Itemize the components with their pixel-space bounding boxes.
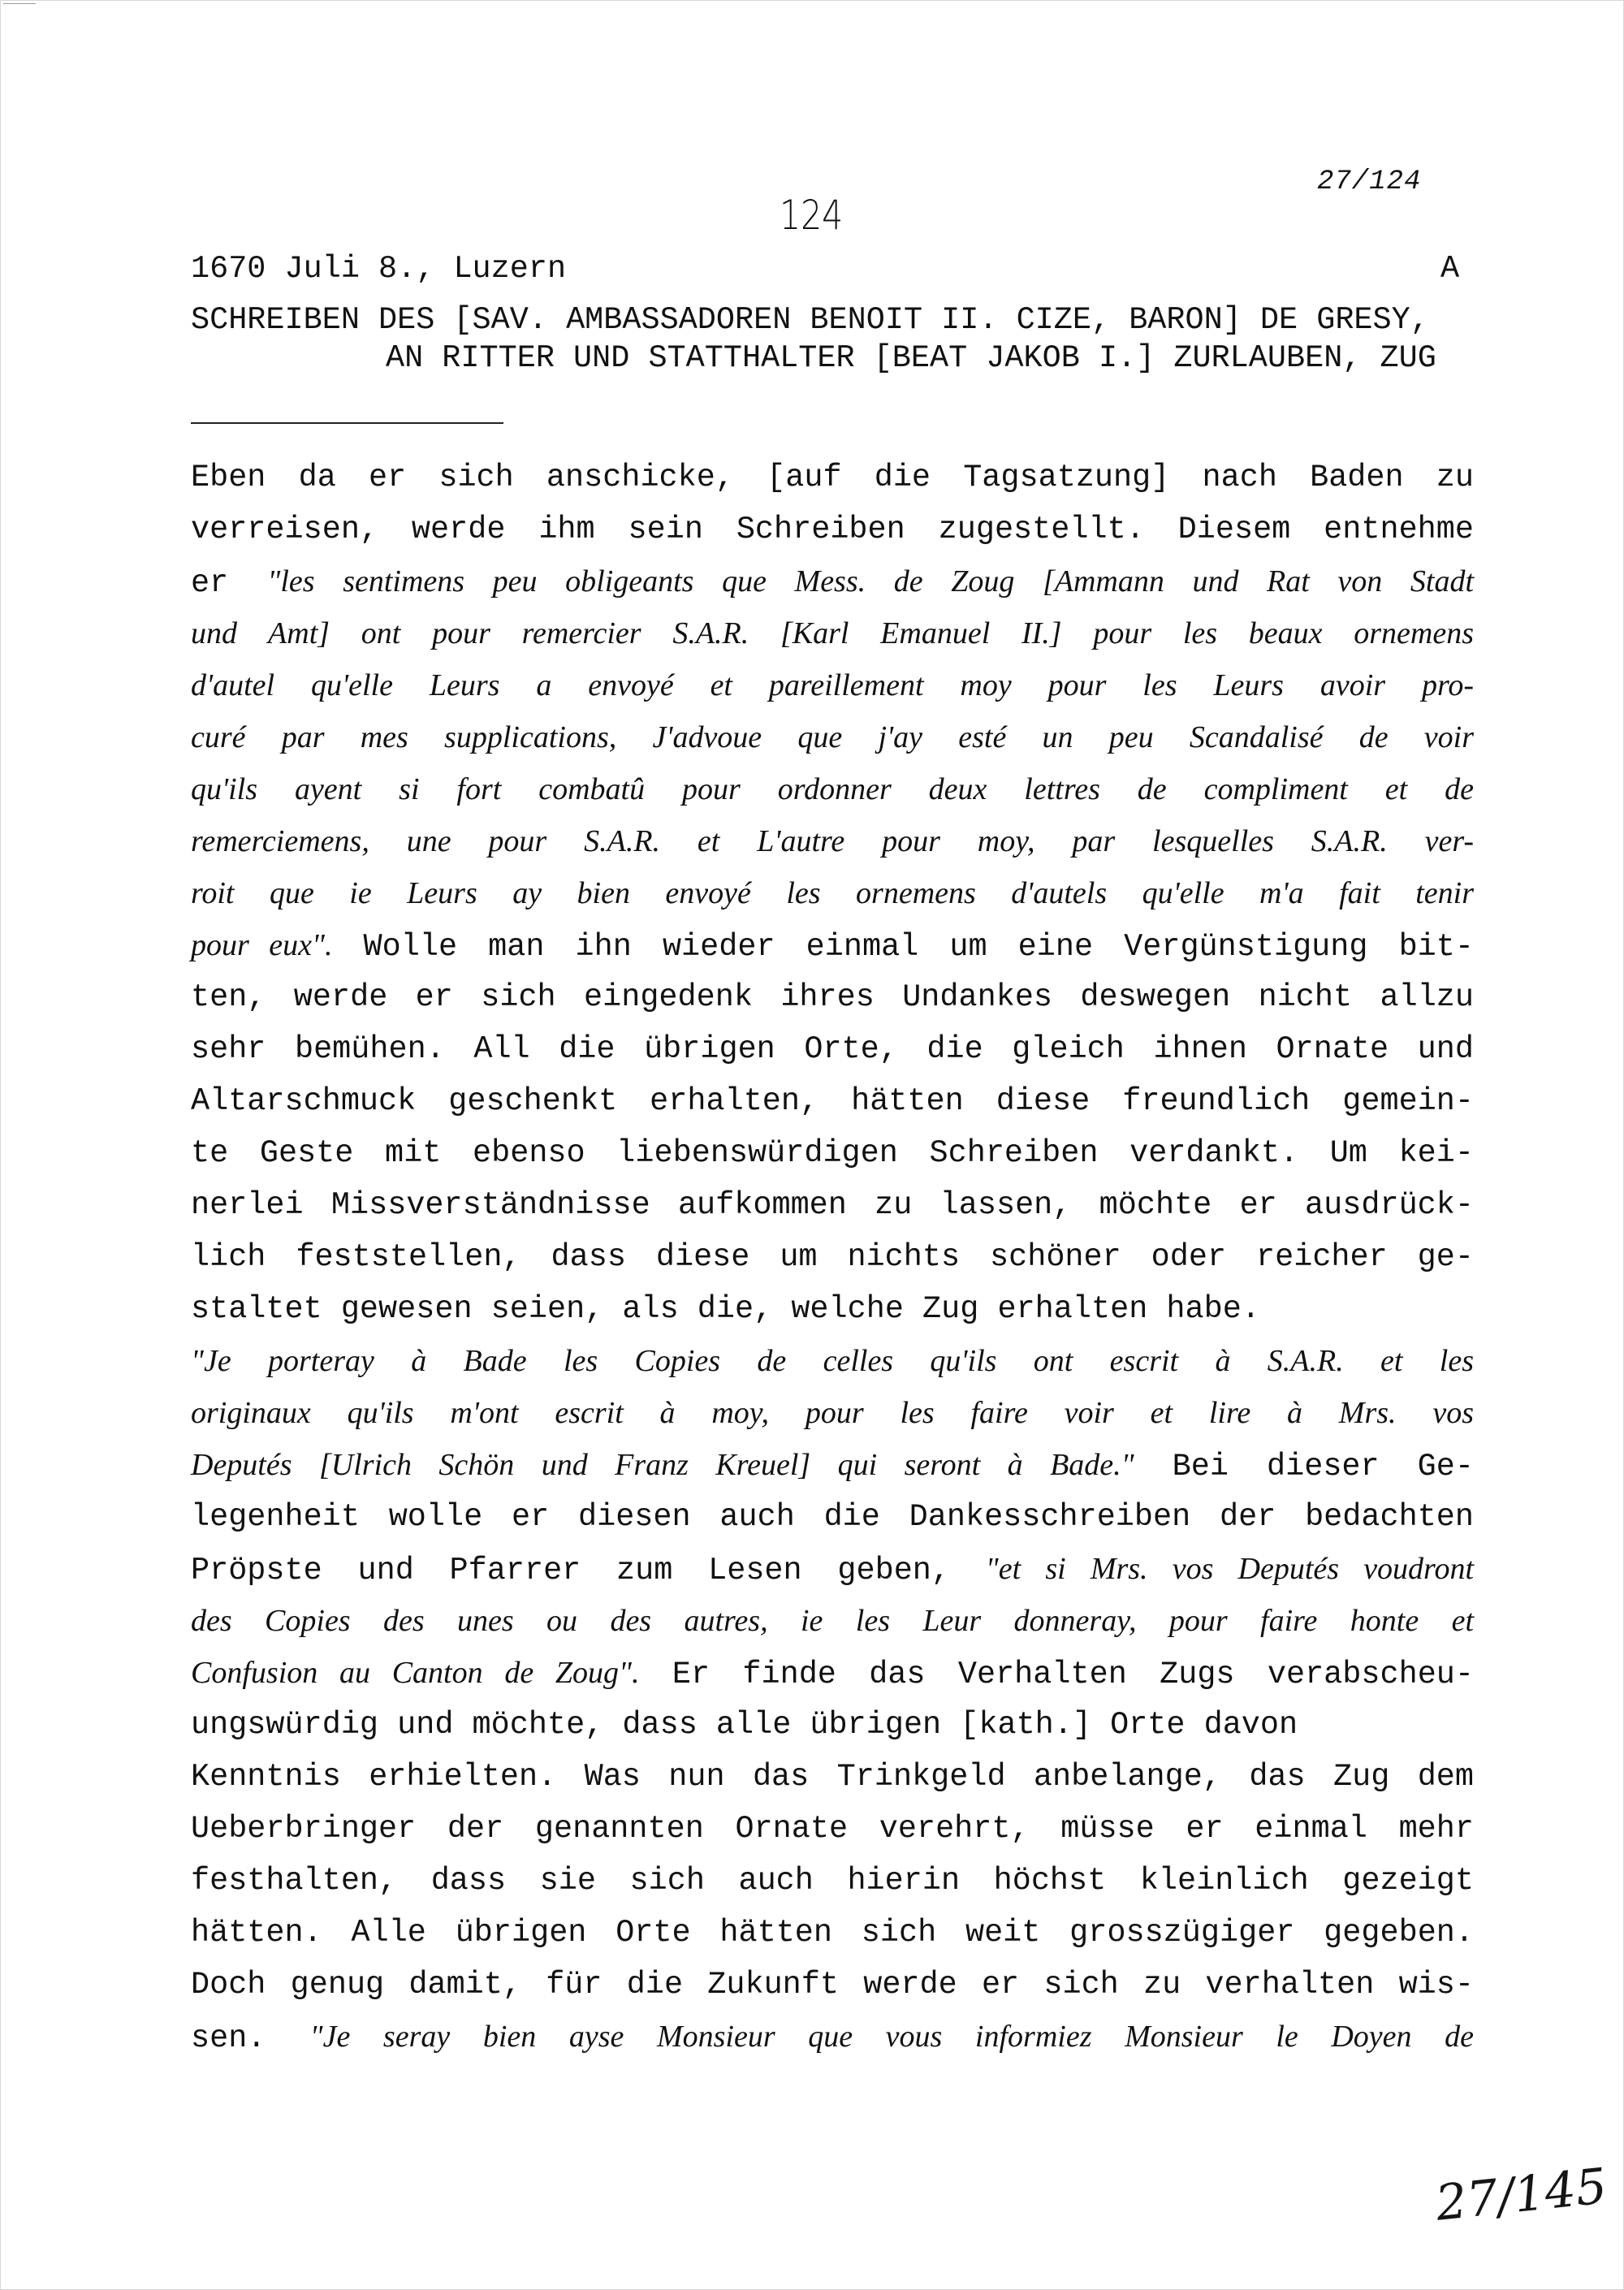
body-text-run: Pröpste und Pfarrer zum Lesen geben, — [191, 1553, 986, 1588]
archive-reference: 27/124 — [1317, 166, 1422, 197]
french-quote-line: "Je porteray à Bade les Copies de celles qu'ils ont escrit à S.A.R. et les — [191, 1344, 1474, 1378]
body-line — [191, 1439, 1474, 1491]
body-line: verreisen, werde ihm sein Schreiben zugestellt. Diesem entnehme — [191, 512, 1474, 547]
body-line: ungswürdig und möchte, dass alle übrigen [kath.] Orte davon — [191, 1707, 1298, 1743]
french-quote-line: roit que ie Leurs ay bien envoyé les ornemens d'autels qu'elle m'a fait tenir — [191, 876, 1474, 910]
regest-body — [191, 452, 1474, 2063]
body-line: te Geste mit ebenso liebenswürdigen Schreiben verdankt. Um kei- — [191, 1135, 1474, 1171]
body-line: ten, werde er sich eingedenk ihres Undankes deswegen nicht allzu — [191, 979, 1474, 1015]
body-line: Eben da er sich anschicke, [auf die Tagsatzung] nach Baden zu — [191, 460, 1474, 495]
body-line — [191, 919, 1474, 971]
handwritten-archive-number: 27/145 — [1432, 2158, 1610, 2232]
body-line: lich feststellen, dass diese um nichts schöner oder reicher ge- — [191, 1239, 1474, 1275]
body-line: festhalten, dass sie sich auch hierin höchst kleinlich gezeigt — [191, 1863, 1474, 1899]
body-line — [191, 2011, 1474, 2063]
french-quote: Deputés [Ulrich Schön und Franz Kreuel] qui seront à Bade." — [191, 1448, 1134, 1482]
french-quote-line: des Copies des unes ou des autres, ie les Leur donneray, pour faire honte et — [191, 1604, 1474, 1638]
french-quote: "et si Mrs. vos Deputés voudront — [985, 1552, 1474, 1586]
body-line — [191, 1543, 1474, 1595]
series-letter: A — [1440, 251, 1460, 287]
body-line — [191, 555, 1474, 607]
french-quote: Confusion au Canton de Zoug". — [191, 1656, 640, 1690]
body-line: Ueberbringer der genannten Ornate verehrt, müsse er einmal mehr — [191, 1811, 1474, 1847]
body-text-run: er — [191, 565, 268, 601]
body-line — [191, 1647, 1474, 1699]
body-line: Kenntnis erhielten. Was nun das Trinkgeld anbelange, das Zug dem — [191, 1759, 1474, 1795]
french-quote-line: und Amt] ont pour remercier S.A.R. [Karl Emanuel II.] pour les beaux ornemens — [191, 616, 1474, 650]
body-line: legenheit wolle er diesen auch die Dankesschreiben der bedachten — [191, 1499, 1474, 1535]
french-quote-line: remerciemens, une pour S.A.R. et L'autre pour moy, par lesquelles S.A.R. ver- — [191, 824, 1474, 858]
document-title-line-2: AN RITTER UND STATTHALTER [BEAT JAKOB I.] ZURLAUBEN, ZUG — [386, 340, 1436, 376]
french-quote-line: originaux qu'ils m'ont escrit à moy, pour les faire voir et lire à Mrs. vos — [191, 1396, 1474, 1430]
body-text-run: Er finde das Verhalten Zugs verabscheu- — [639, 1657, 1475, 1692]
french-quote-line: qu'ils ayent si fort combatû pour ordonner deux lettres de compliment et de — [191, 772, 1474, 806]
separator-rule — [191, 422, 503, 424]
date-place: 1670 Juli 8., Luzern — [191, 251, 567, 287]
body-line: Altarschmuck geschenkt erhalten, hätten diese freundlich gemein- — [191, 1083, 1474, 1119]
body-line: sehr bemühen. All die übrigen Orte, die gleich ihnen Ornate und — [191, 1031, 1474, 1067]
french-quote-line: curé par mes supplications, J'advoue que j'ay esté un peu Scandalisé de voir — [191, 720, 1474, 754]
french-quote: "les sentimens peu obligeants que Mess. de Zoug [Ammann und Rat von Stadt — [267, 564, 1475, 598]
body-line: staltet gewesen seien, als die, welche Zug erhalten habe. — [191, 1291, 1260, 1327]
scan-corner-mark — [3, 3, 36, 4]
page-number: 124 — [780, 192, 844, 239]
body-text-run: Bei dieser Ge- — [1134, 1449, 1474, 1484]
body-text-run: Wolle man ihn wieder einmal um eine Vergünstigung bit- — [332, 929, 1474, 965]
body-line: Doch genug damit, für die Zukunft werde er sich zu verhalten wis- — [191, 1967, 1474, 2003]
french-quote: "Je seray bien ayse Monsieur que vous informiez Monsieur le Doyen de — [309, 2020, 1474, 2054]
french-quote: pour eux". — [191, 928, 333, 962]
french-quote-line: d'autel qu'elle Leurs a envoyé et pareillement moy pour les Leurs avoir pro- — [191, 668, 1474, 702]
body-line: nerlei Missverständnisse aufkommen zu lassen, möchte er ausdrück- — [191, 1187, 1474, 1223]
document-title-line-1: SCHREIBEN DES [SAV. AMBASSADOREN BENOIT II. CIZE, BARON] DE GRESY, — [191, 302, 1429, 338]
body-line: hätten. Alle übrigen Orte hätten sich weit grosszügiger gegeben. — [191, 1915, 1474, 1951]
body-text-run: sen. — [191, 2020, 310, 2056]
